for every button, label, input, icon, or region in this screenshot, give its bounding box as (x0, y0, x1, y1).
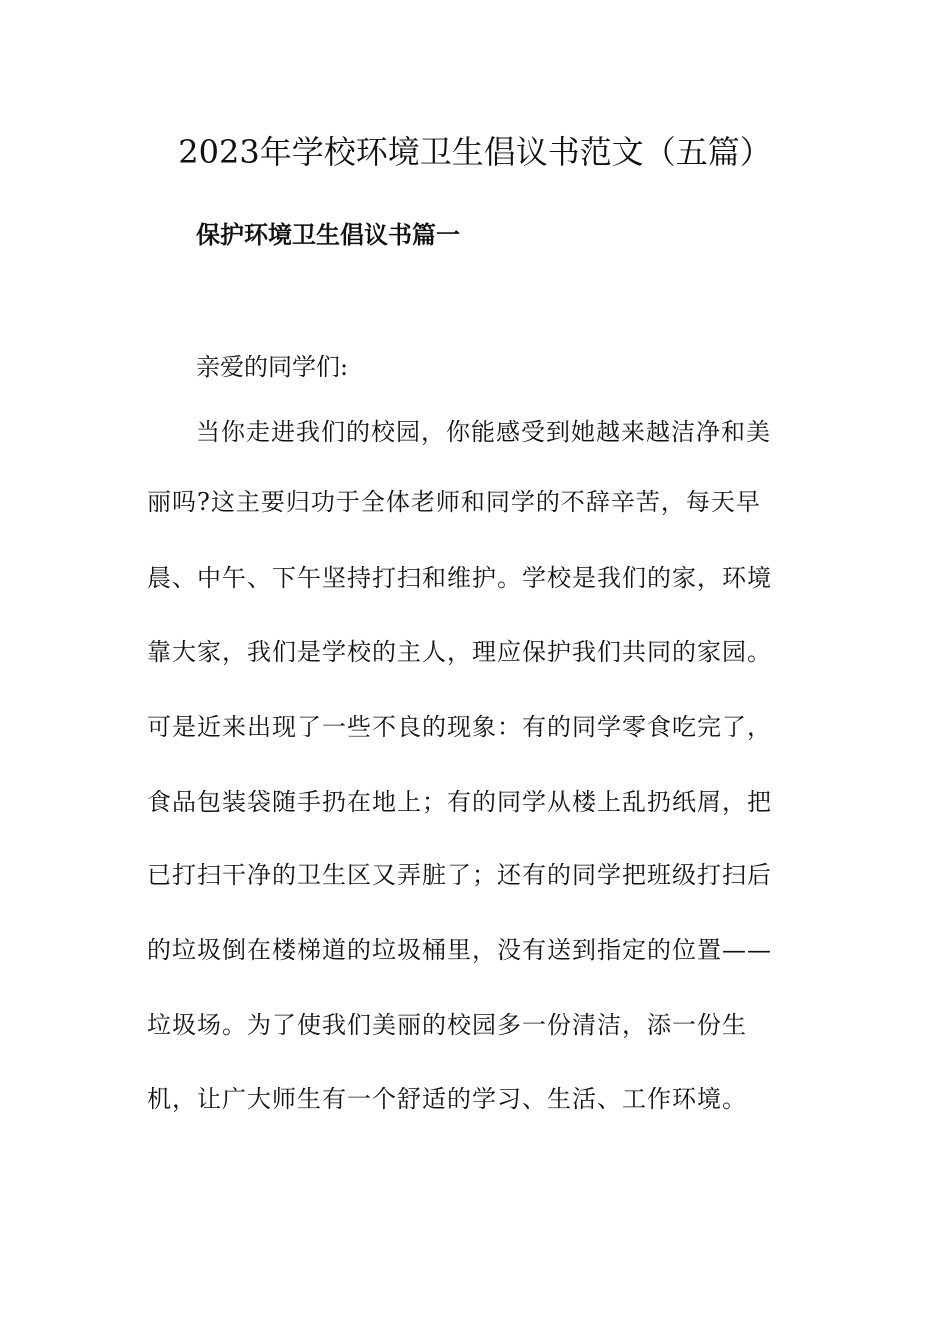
greeting-line: 亲爱的同学们: (196, 353, 349, 381)
paragraph-line: 靠大家，我们是学校的主人，理应保护我们共同的家园。 (147, 638, 772, 666)
document-title: 2023年学校环境卫生倡议书范文（五篇） (178, 133, 772, 171)
paragraph-line: 已打扫干净的卫生区又弄脏了；还有的同学把班级打扫后 (147, 861, 772, 889)
paragraph-line: 机，让广大师生有一个舒适的学习、生活、工作环境。 (147, 1085, 747, 1113)
paragraph-line: 可是近来出现了一些不良的现象：有的同学零食吃完了， (147, 713, 772, 741)
paragraph-line: 丽吗?这主要归功于全体老师和同学的不辞辛苦，每天早 (147, 488, 761, 516)
paragraph-line: 晨、中午、下午坚持打扫和维护。学校是我们的家，环境 (147, 564, 772, 592)
paragraph-line: 当你走进我们的校园，你能感受到她越来越洁净和美 (196, 418, 771, 446)
paragraph-line: 食品包装袋随手扔在地上；有的同学从楼上乱扔纸屑，把 (147, 788, 772, 816)
paragraph-line: 垃圾场。为了使我们美丽的校园多一份清洁，添一份生 (147, 1011, 747, 1039)
paragraph-line: 的垃圾倒在楼梯道的垃圾桶里，没有送到指定的位置—— (147, 936, 772, 964)
section-heading: 保护环境卫生倡议书篇一 (196, 220, 460, 249)
